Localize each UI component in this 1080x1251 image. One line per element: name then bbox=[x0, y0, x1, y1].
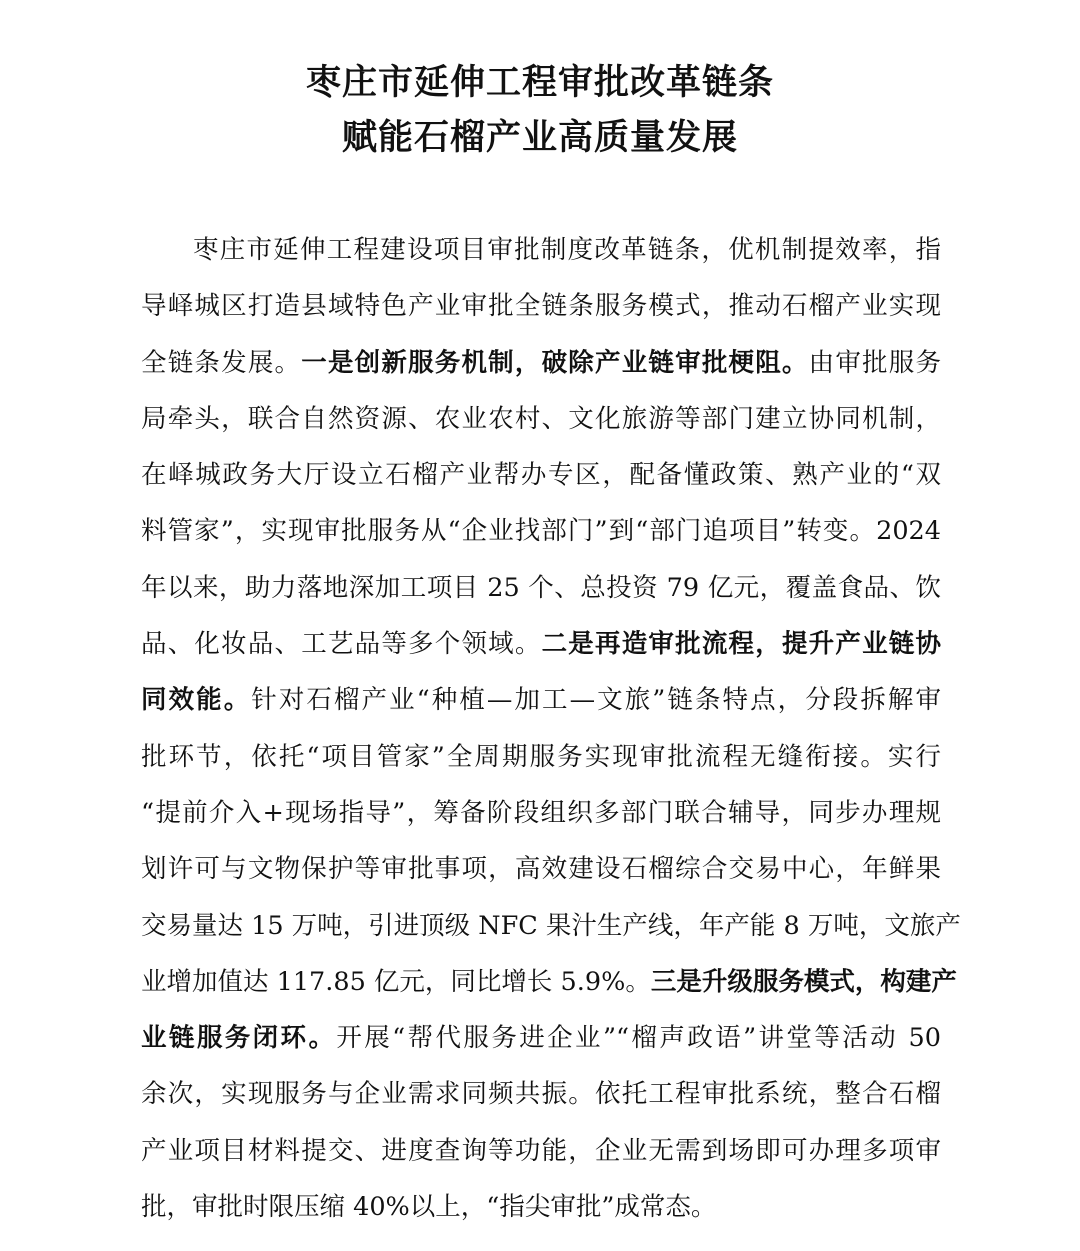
text-segment: 枣庄市延伸工程建设项目审批制度改革链条，优机制提效率，指 bbox=[193, 235, 941, 265]
body-paragraph bbox=[141, 232, 961, 1245]
text-segment: 品、化妆品、工艺品等多个领域。 bbox=[141, 629, 542, 660]
text-segment: 产业项目材料提交、进度查询等功能，企业无需到场即可办理多项审 bbox=[141, 1135, 941, 1166]
text-segment: 局牵头，联合自然资源、农业农村、文化旅游等部门建立协同机制， bbox=[141, 403, 941, 434]
text-line bbox=[141, 570, 941, 626]
text-line bbox=[141, 232, 941, 288]
bold-heading-text: 三是升级服务模式，构建产 bbox=[650, 966, 957, 997]
text-segment: 开展“帮代服务进企业”“榴声政语”讲堂等活动 50 bbox=[336, 1023, 941, 1054]
text-segment: 余次，实现服务与企业需求同频共振。依托工程审批系统，整合石榴 bbox=[141, 1079, 941, 1110]
bold-heading-text: 同效能。 bbox=[141, 685, 252, 716]
text-segment: 在峄城政务大厅设立石榴产业帮办专区，配备懂政策、熟产业的“双 bbox=[141, 460, 941, 491]
bold-heading-text: 业链服务闭环。 bbox=[141, 1023, 337, 1054]
text-line bbox=[141, 739, 941, 795]
text-line bbox=[141, 682, 941, 738]
text-line bbox=[141, 908, 961, 964]
text-segment: 全链条发展。 bbox=[141, 347, 302, 378]
text-line bbox=[141, 401, 941, 457]
text-line bbox=[141, 457, 941, 513]
text-line bbox=[141, 795, 941, 851]
text-segment: 年以来，助力落地深加工项目 25 个、总投资 79 亿元，覆盖食品、饮 bbox=[141, 572, 941, 603]
text-segment: “提前介入+现场指导”，筹备阶段组织多部门联合辅导，同步办理规 bbox=[141, 797, 941, 828]
text-segment: 批环节，依托“项目管家”全周期服务实现审批流程无缝衔接。实行 bbox=[141, 741, 941, 772]
text-segment: 导峄城区打造县域特色产业审批全链条服务模式，推动石榴产业实现 bbox=[141, 291, 941, 322]
text-line bbox=[141, 513, 941, 569]
text-line bbox=[141, 288, 941, 344]
text-segment: 针对石榴产业“种植—加工—文旅”链条特点，分段拆解审 bbox=[251, 685, 941, 716]
text-segment: 业增加值达 117.85 亿元，同比增长 5.9%。 bbox=[141, 966, 651, 997]
text-line bbox=[141, 1189, 941, 1245]
text-segment: 批，审批时限压缩 40%以上，“指尖审批”成常态。 bbox=[141, 1192, 717, 1223]
text-line bbox=[141, 1020, 941, 1076]
text-line bbox=[141, 851, 941, 907]
text-line bbox=[141, 626, 941, 682]
text-line bbox=[141, 1076, 941, 1132]
title-line-2: 赋能石榴产业高质量发展 bbox=[341, 117, 738, 158]
text-line bbox=[141, 964, 957, 1020]
title-line-1: 枣庄市延伸工程审批改革链条 bbox=[305, 62, 774, 103]
text-line bbox=[141, 345, 941, 401]
text-segment: 划许可与文物保护等审批事项，高效建设石榴综合交易中心，年鲜果 bbox=[141, 854, 941, 885]
bold-heading-text: 二是再造审批流程，提升产业链协 bbox=[541, 629, 941, 660]
text-segment: 料管家”，实现审批服务从“企业找部门”到“部门追项目”转变。2024 bbox=[141, 516, 941, 547]
text-line bbox=[141, 1133, 941, 1189]
bold-heading-text: 一是创新服务机制，破除产业链审批梗阻。 bbox=[301, 347, 809, 378]
text-segment: 由审批服务 bbox=[808, 347, 941, 378]
text-segment: 交易量达 15 万吨，引进顶级 NFC 果汁生产线，年产能 8 万吨，文旅产 bbox=[141, 910, 961, 941]
